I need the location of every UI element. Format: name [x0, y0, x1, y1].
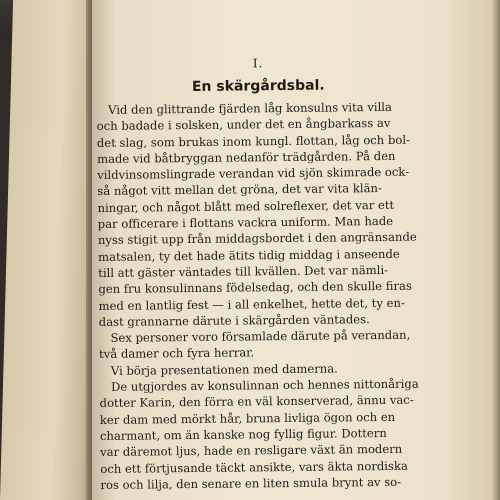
chapter-title: En skärgårdsbal.	[191, 77, 325, 95]
text-line: gen fru konsulinnans födelsedag, och den skulle firas	[98, 278, 412, 297]
text-line: dast grannarne därute i skärgården väntades.	[98, 312, 370, 329]
text-line: Vid den glittrande fjärden låg konsulns vita villa	[96, 99, 392, 117]
text-line: matsalen, ty det hade ätits tidig middag i anseende	[98, 246, 400, 264]
paragraph	[96, 99, 422, 331]
text-line: var däremot ljus, hade en resligare växt än modern	[100, 442, 403, 460]
text-line: så något vitt mellan det gröna, det var vita klän-	[97, 181, 382, 199]
paragraph	[99, 327, 423, 363]
text-line: vildvinsomslingrade verandan vid sjön skimrade ock-	[97, 164, 410, 183]
text-line: och ett förtjusande täckt ansikte, vars äkta nordiska	[100, 458, 408, 476]
text-line: och badade i solsken, under det en ångbarkass av	[96, 116, 391, 134]
text-line: till att gäster väntades till kvällen. Det var nämli-	[98, 262, 389, 280]
text-line: par officerare i flottans vackra uniform. Man hade	[97, 213, 394, 232]
text-line: ros och lilja, den senare en liten smula brynt av so-	[100, 474, 402, 492]
text-line: två damer och fyra herrar.	[99, 345, 255, 362]
text-line: dotter Karin, den förra en väl konserverad, ännu vac-	[99, 393, 414, 411]
text-line: med en lantlig fest — i all enkelhet, hette det, ty en-	[98, 295, 405, 313]
text-line: Sex personer voro församlade därute på verandan,	[98, 327, 411, 346]
chapter-number: I.	[252, 56, 264, 71]
text-line: made vid båtbryggan nedanför trädgården. På den	[96, 148, 396, 166]
body-text	[96, 99, 424, 493]
text-line: nyss stigit upp från middagsbordet i den angränsande	[97, 230, 417, 248]
page-edge	[492, 0, 500, 500]
paragraph	[99, 376, 424, 493]
text-line: De utgjordes av konsulinnan och hennes nittonåriga	[99, 376, 419, 395]
text-line: charmant, om än kanske nog fyllig figur. Dottern	[99, 425, 387, 443]
page-text	[96, 55, 425, 493]
text-line: det slag, som brukas inom kungl. flottan, låg och bol-	[96, 132, 411, 150]
text-line: ningar, och något blått med solreflexer, det var ett	[97, 197, 395, 215]
text-line: Vi börja presentationen med damerna.	[99, 361, 338, 378]
text-line: ker dam med mörkt hår, bruna livliga ögon och en	[99, 409, 396, 427]
